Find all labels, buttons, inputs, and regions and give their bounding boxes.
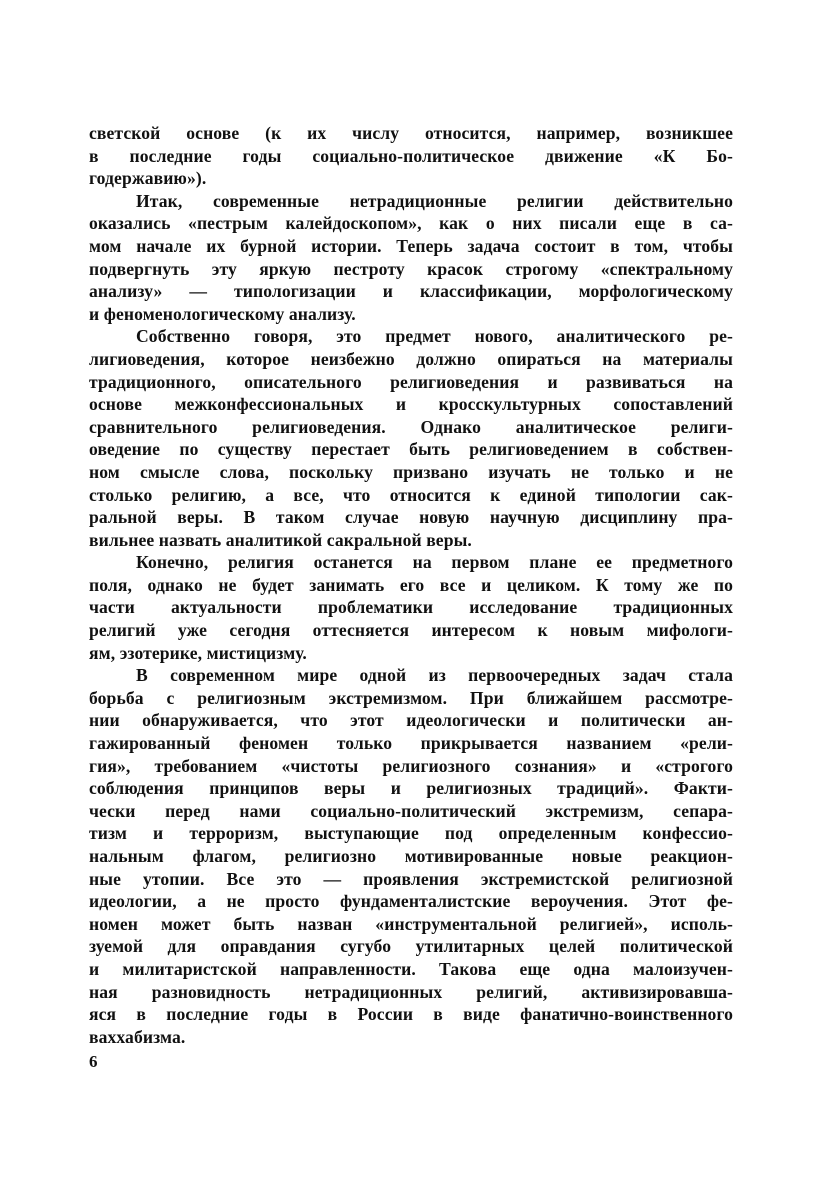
text-line: ральной веры. В таком случае новую научную дисциплину пра-	[89, 507, 733, 528]
text-line: и феноменологическому анализу.	[89, 303, 356, 324]
text-line: соблюдения принципов веры и религиозных традиций». Факти-	[89, 778, 733, 799]
text-line: сравнительного религиоведения. Однако аналитическое религи-	[89, 416, 733, 437]
text-line: ям, эзотерике, мистицизму.	[89, 642, 307, 663]
text-line: и милитаристской направленности. Такова еще одна малоизучен-	[89, 958, 733, 979]
body-text	[89, 122, 733, 1048]
text-line: поля, однако не будет занимать его все и целиком. К тому же по	[89, 574, 733, 595]
text-line: нии обнаруживается, что этот идеологически и политически ан-	[89, 710, 733, 731]
text-line: Итак, современные нетрадиционные религии действительно	[136, 190, 733, 211]
text-line: оказались «пестрым калейдоскопом», как о них писали еще в са-	[89, 213, 733, 234]
text-line: столько религию, а все, что относится к единой типологии сак-	[89, 484, 733, 505]
text-line: подвергнуть эту яркую пестроту красок строгому «спектральному	[89, 258, 733, 279]
text-line: яся в последние годы в России в виде фанатично-воинственного	[89, 1004, 733, 1025]
text-line: части актуальности проблематики исследование традиционных	[89, 597, 733, 618]
text-line: номен может быть назван «инструментальной религией», исполь-	[89, 913, 733, 934]
text-line: Конечно, религия останется на первом плане ее предметного	[136, 552, 733, 573]
page-number: 6	[89, 1052, 98, 1071]
text-line: ная разновидность нетрадиционных религий, активизировавша-	[89, 981, 733, 1002]
text-line: годержавию»).	[89, 168, 207, 189]
text-line: тизм и терроризм, выступающие под определенным конфессио-	[89, 823, 733, 844]
text-line: чески перед нами социально-политический экстремизм, сепара-	[89, 800, 733, 821]
text-line: анализу» — типологизации и классификации, морфологическому	[89, 281, 733, 302]
text-line: ваххабизма.	[89, 1026, 186, 1047]
text-line: традиционного, описательного религиоведения и развиваться на	[89, 371, 733, 392]
text-line: ном смысле слова, поскольку призвано изучать не только и не	[89, 461, 733, 482]
text-line: основе межконфессиональных и кросскультурных сопоставлений	[89, 394, 733, 415]
text-line: гажированный феномен только прикрывается названием «рели-	[89, 733, 733, 754]
text-line: нальным флагом, религиозно мотивированные новые реакцион-	[89, 846, 733, 866]
text-line: гия», требованием «чистоты религиозного сознания» и «строгого	[89, 755, 733, 776]
text-line: религий уже сегодня оттесняется интересом к новым мифологи-	[89, 620, 733, 641]
text-line: ные утопии. Все это — проявления экстремистской религиозной	[89, 868, 733, 889]
text-line: вильнее назвать аналитикой сакральной веры.	[89, 529, 472, 550]
text-line: светской основе (к их числу относится, например, возникшее	[89, 123, 733, 143]
text-line: идеологии, а не просто фундаменталистские вероучения. Этот фе-	[89, 891, 733, 912]
text-line: зуемой для оправдания сугубо утилитарных целей политической	[89, 936, 733, 957]
text-line: оведение по существу перестает быть религиоведением в собствен-	[89, 439, 733, 460]
text-line: мом начале их бурной истории. Теперь задача состоит в том, чтобы	[89, 235, 733, 256]
text-line: В современном мире одной из первоочередных задач стала	[136, 665, 733, 686]
text-line: Собственно говоря, это предмет нового, аналитического ре-	[136, 326, 733, 347]
text-line: борьба с религиозным экстремизмом. При ближайшем рассмотре-	[89, 687, 733, 708]
text-line: в последние годы социально-политическое движение «К Бо-	[89, 145, 733, 166]
text-line: лигиоведения, которое неизбежно должно опираться на материалы	[89, 348, 733, 369]
